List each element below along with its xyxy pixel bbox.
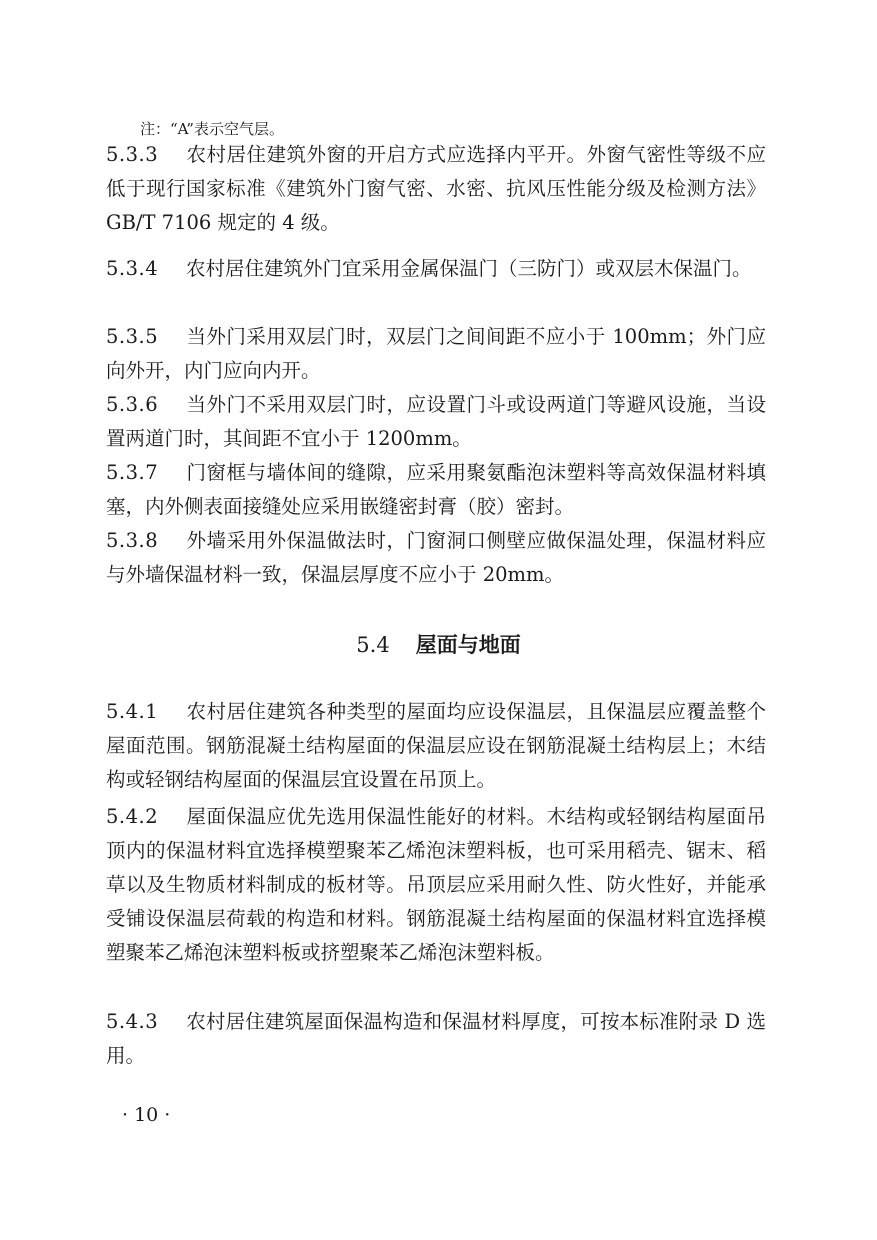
clause-text: 屋面保温应优先选用保温性能好的材料。木结构或轻钢结构屋面吊顶内的保温材料宜选择模塑聚苯乙烯泡沫塑料板，也可采用稻壳、锯末、稻草以及生物质材料制成的板材等。吊顶层应采用耐久性、防火性好，并能承受铺设保温层荷载的构造和材料。钢筋混凝土结构屋面的保温材料宜选择模塑聚苯乙烯泡沫塑料板或挤塑聚苯乙烯泡沫塑料板。 [106, 805, 766, 964]
clause-number: 5.3.7 [106, 461, 159, 484]
section-number: 5.4 [356, 633, 390, 657]
clause-text: 农村居住建筑屋面保温构造和保温材料厚度，可按本标准附录 D 选用。 [106, 1010, 766, 1067]
clause-5-3-8 [106, 524, 766, 592]
clause-text: 农村居住建筑外窗的开启方式应选择内平开。外窗气密性等级不应低于现行国家标准《建筑外门窗气密、水密、抗风压性能分级及检测方法》GB/T 7106 规定的 4 级。 [106, 143, 766, 234]
clause-number: 5.4.3 [106, 1010, 159, 1033]
clause-5-3-5 [106, 320, 766, 388]
clause-text: 农村居住建筑外门宜采用金属保温门（三防门）或双层木保温门。 [186, 257, 752, 280]
clause-text: 农村居住建筑各种类型的屋面均应设保温层，且保温层应覆盖整个屋面范围。钢筋混凝土结构屋面的保温层应设在钢筋混凝土结构层上；木结构或轻钢结构屋面的保温层宜设置在吊顶上。 [106, 700, 766, 791]
clause-number: 5.3.8 [106, 529, 159, 552]
section-title: 屋面与地面 [415, 632, 521, 657]
clause-number: 5.3.3 [106, 143, 159, 166]
clause-5-3-7 [106, 456, 766, 524]
clause-5-4-2 [106, 800, 766, 970]
table-note: 注：“A”表示空气层。 [140, 120, 284, 138]
clause-5-4-3 [106, 1005, 766, 1073]
clause-number: 5.4.2 [106, 805, 159, 828]
page-number: · 10 · [122, 1104, 171, 1126]
clause-5-3-3 [106, 138, 766, 240]
clause-text: 外墙采用外保温做法时，门窗洞口侧壁应做保温处理，保温材料应与外墙保温材料一致，保温层厚度不应小于 20mm。 [106, 529, 766, 586]
clause-number: 5.3.5 [106, 325, 159, 348]
clause-5-3-6 [106, 388, 766, 456]
clause-5-3-4 [106, 252, 766, 286]
clause-text: 当外门不采用双层门时，应设置门斗或设两道门等避风设施，当设置两道门时，其间距不宜小于 1200mm。 [106, 393, 766, 450]
clause-number: 5.3.4 [106, 257, 159, 280]
clause-5-4-1 [106, 695, 766, 797]
clause-number: 5.4.1 [106, 700, 159, 723]
clause-text: 门窗框与墙体间的缝隙，应采用聚氨酯泡沫塑料等高效保温材料填塞，内外侧表面接缝处应采用嵌缝密封膏（胶）密封。 [106, 461, 766, 518]
section-heading [0, 628, 877, 662]
clause-number: 5.3.6 [106, 393, 159, 416]
clause-text: 当外门采用双层门时，双层门之间间距不应小于 100mm；外门应向外开，内门应向内开。 [106, 325, 766, 382]
